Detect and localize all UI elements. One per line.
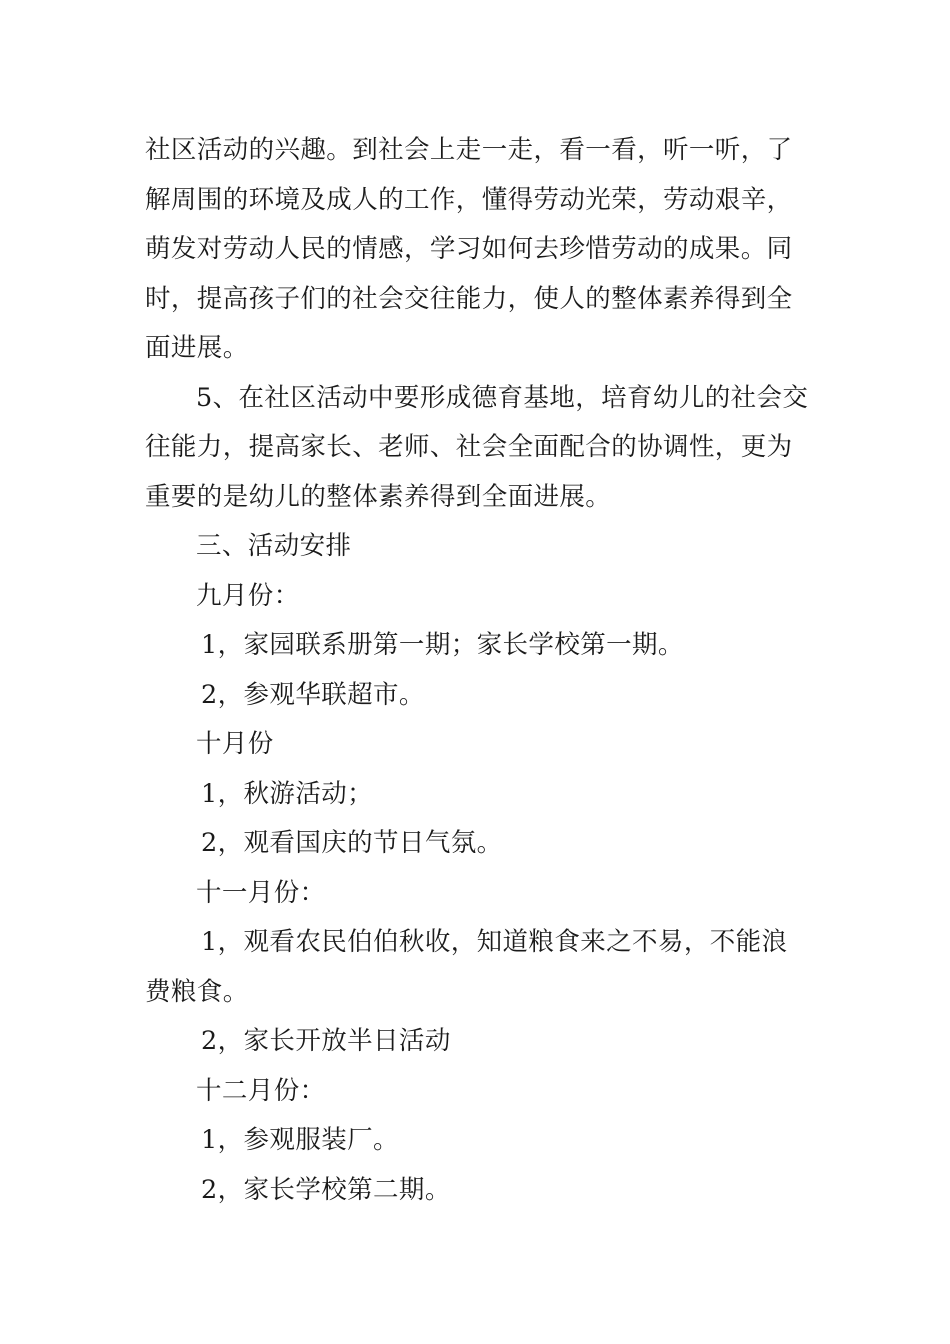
- list-item: 2，参观华联超市。: [201, 679, 425, 710]
- paragraph-line: 萌发对劳动人民的情感，学习如何去珍惜劳动的成果。同: [145, 234, 793, 264]
- paragraph-line: 5、在社区活动中要形成德育基地，培育幼儿的社会交: [196, 382, 809, 413]
- paragraph-line: 往能力，提高家长、老师、社会全面配合的协调性，更为: [145, 432, 793, 462]
- section-heading: 三、活动安排: [196, 531, 352, 561]
- month-heading: 十月份: [196, 729, 274, 759]
- list-item: 2，家长开放半日活动: [201, 1026, 451, 1056]
- paragraph-line: 时，提高孩子们的社会交往能力，使人的整体素养得到全: [145, 283, 793, 314]
- paragraph-line: 重要的是幼儿的整体素养得到全面进展。: [145, 481, 612, 512]
- list-item: 2，家长学校第二期。: [201, 1174, 451, 1205]
- month-heading: 十一月份：: [196, 877, 326, 908]
- month-heading: 十二月份：: [196, 1075, 326, 1106]
- paragraph-line: 解周围的环境及成人的工作，懂得劳动光荣，劳动艰辛，: [145, 184, 793, 215]
- list-item: 1，观看农民伯伯秋收，知道粮食来之不易，不能浪: [201, 927, 788, 957]
- list-item: 1，秋游活动；: [201, 778, 374, 809]
- list-item: 1，家园联系册第一期；家长学校第一期。: [201, 630, 684, 660]
- list-item: 1，参观服装厂。: [201, 1125, 399, 1155]
- list-item-continuation: 费粮食。: [145, 976, 249, 1007]
- list-item: 2，观看国庆的节日气氛。: [201, 828, 503, 858]
- document-body: [145, 126, 809, 1215]
- paragraph-line: 面进展。: [145, 333, 249, 363]
- month-heading: 九月份：: [196, 580, 300, 611]
- paragraph-line: 社区活动的兴趣。到社会上走一走，看一看，听一听，了: [145, 135, 793, 165]
